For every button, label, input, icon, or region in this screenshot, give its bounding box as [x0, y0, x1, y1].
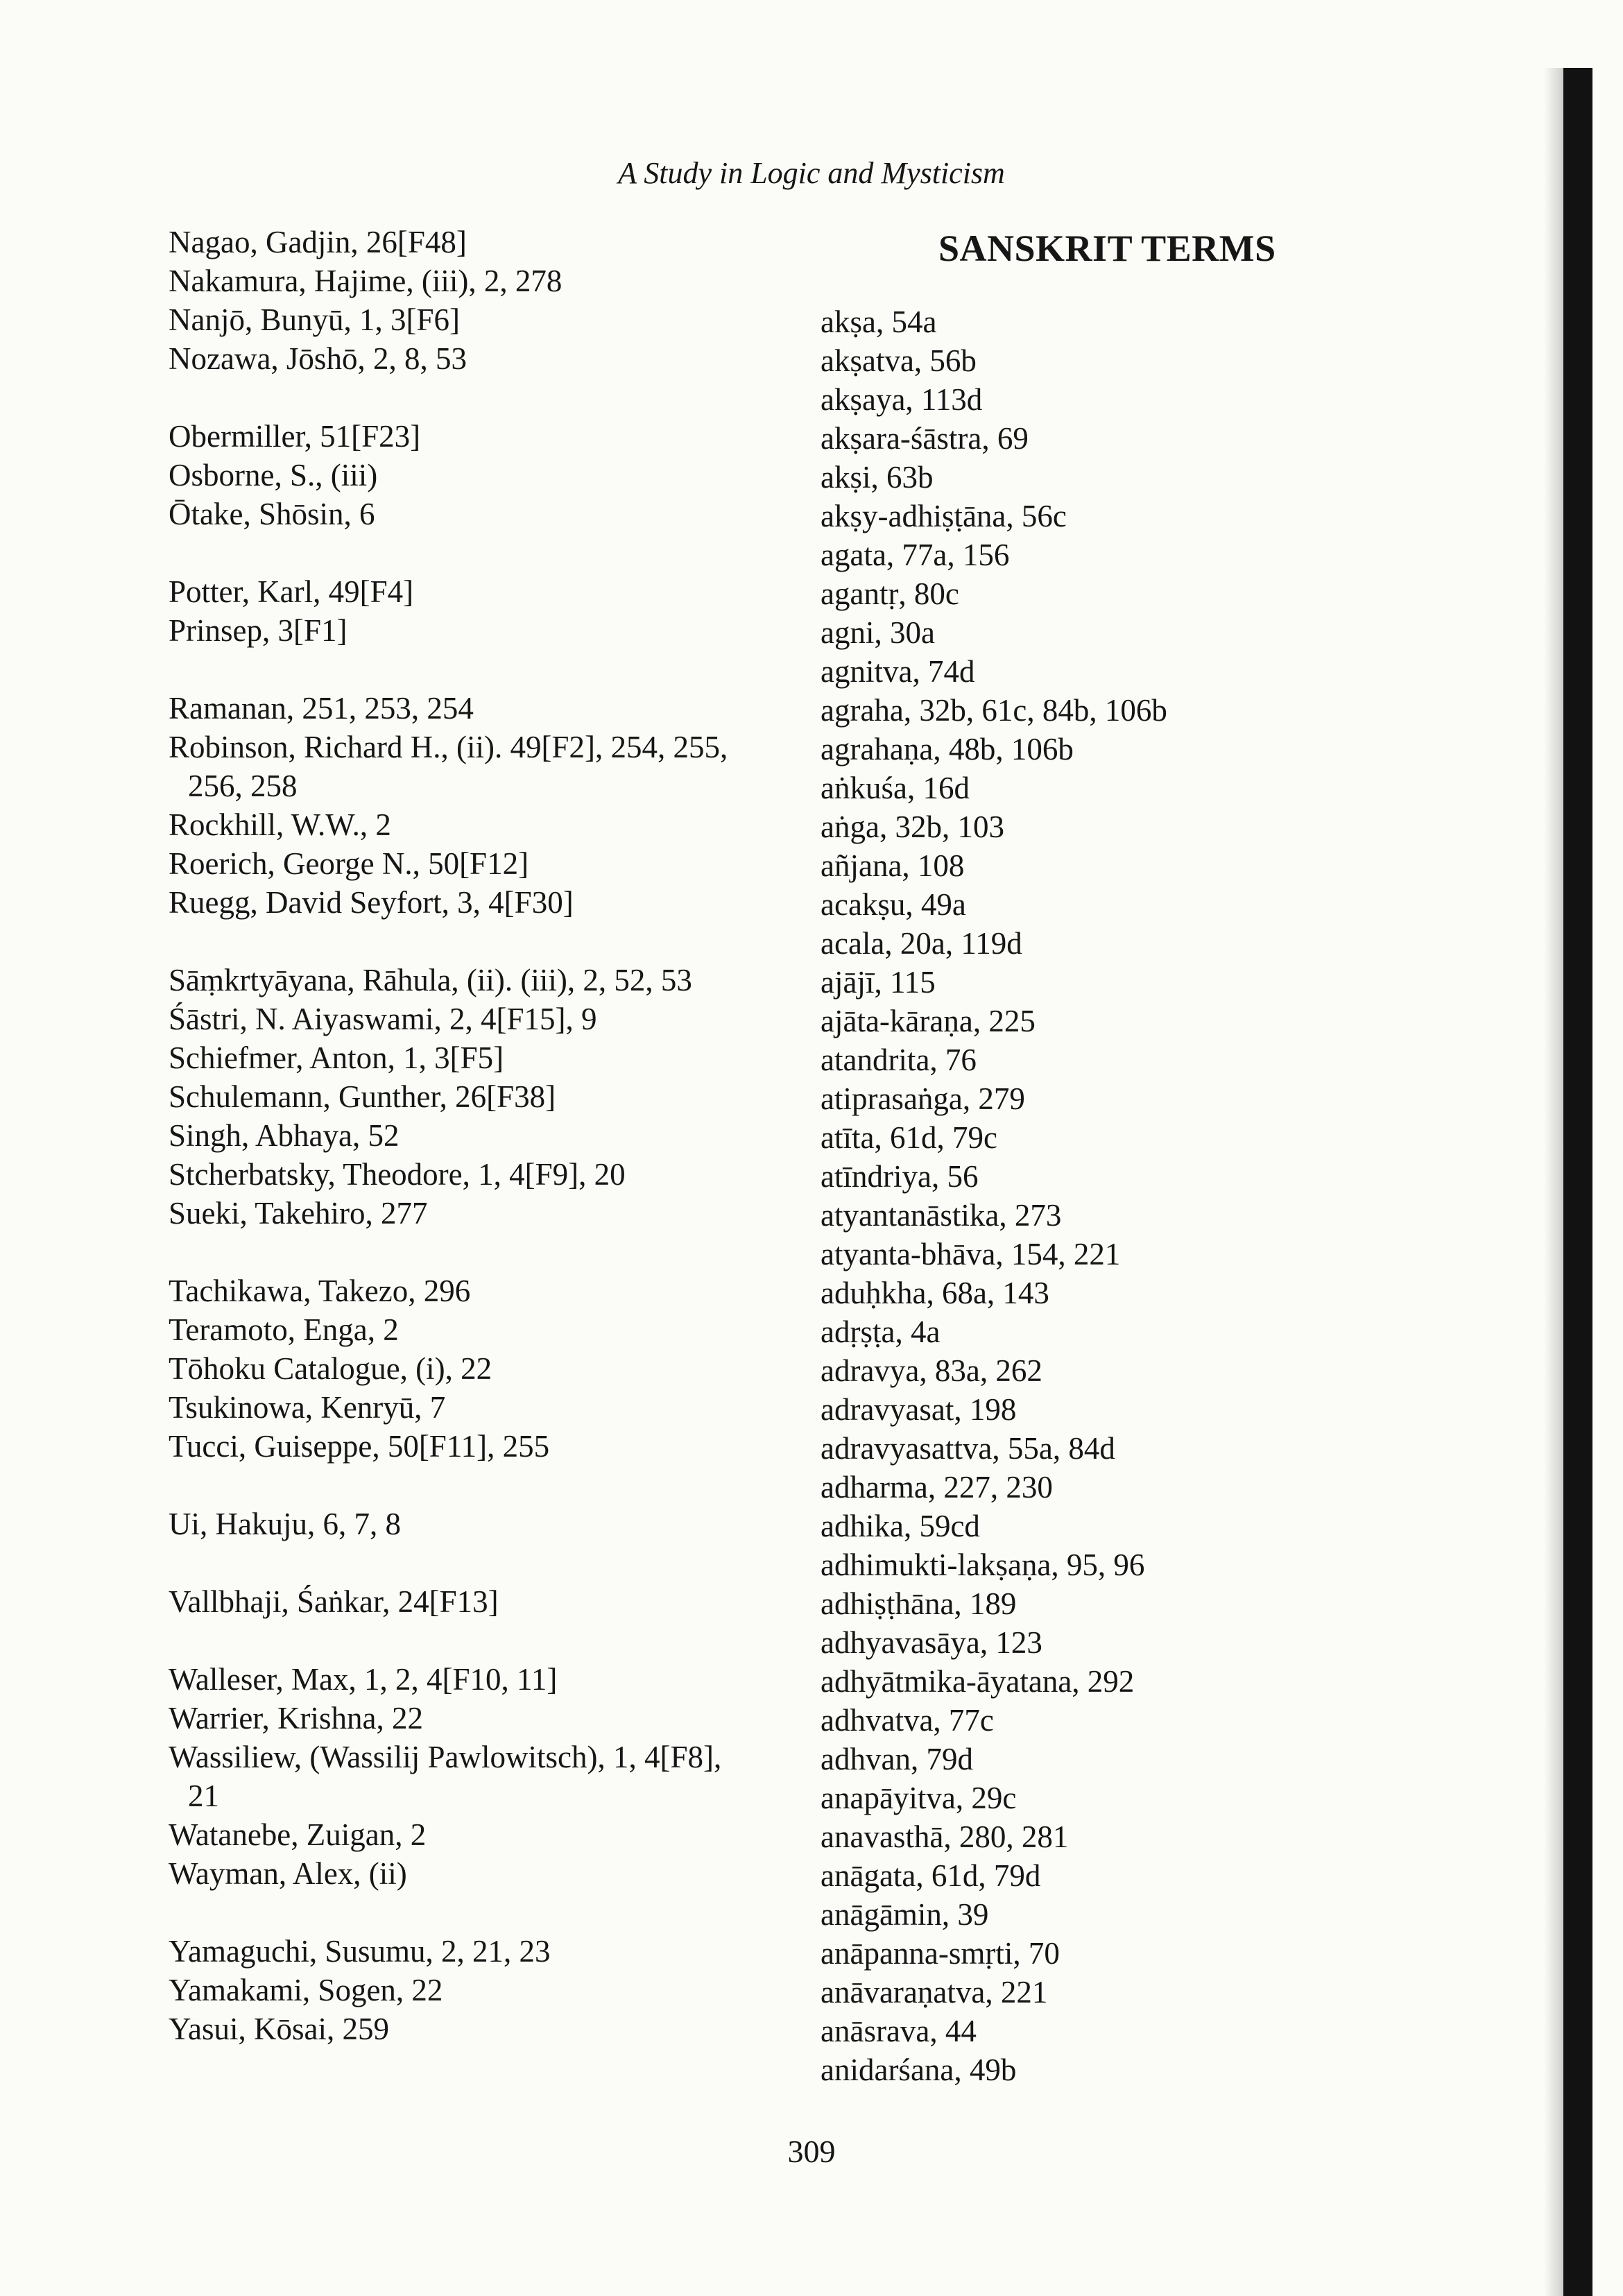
sanskrit-term-entry: adhimukti-lakṣaṇa, 95, 96 [821, 1548, 1145, 1582]
index-entry: Ramanan, 251, 253, 254 [169, 691, 474, 726]
sanskrit-term-entry: aṅkuśa, 16d [821, 771, 970, 805]
sanskrit-term-entry: akṣa, 54a [821, 305, 937, 339]
index-entry: Walleser, Max, 1, 2, 4[F10, 11] [169, 1662, 558, 1697]
index-entry: Stcherbatsky, Theodore, 1, 4[F9], 20 [169, 1157, 626, 1192]
index-entry: Śāstri, N. Aiyaswami, 2, 4[F15], 9 [169, 1002, 597, 1036]
group-spacer [169, 1893, 751, 1932]
sanskrit-term-entry: ajājī, 115 [821, 965, 936, 1000]
sanskrit-term-entry: anidarśana, 49b [821, 2053, 1017, 2087]
sanskrit-term-entry: akṣaya, 113d [821, 382, 983, 417]
group-spacer [169, 1621, 751, 1660]
sanskrit-term-entry: agata, 77a, 156 [821, 538, 1010, 572]
sanskrit-term-entry: atyanta-bhāva, 154, 221 [821, 1237, 1121, 1271]
index-entry: Singh, Abhaya, 52 [169, 1118, 400, 1153]
group-spacer [169, 533, 751, 572]
index-entry: Teramoto, Enga, 2 [169, 1312, 399, 1347]
sanskrit-terms-column [821, 302, 1292, 2089]
sanskrit-term-entry: anavasthā, 280, 281 [821, 1819, 1069, 1854]
index-entry: Robinson, Richard H., (ii). 49[F2], 254, 255, 256, 258 [169, 730, 728, 803]
sanskrit-term-entry: añjana, 108 [821, 848, 965, 883]
sanskrit-term-entry: agraha, 32b, 61c, 84b, 106b [821, 693, 1167, 728]
sanskrit-term-entry: akṣy-adhiṣṭāna, 56c [821, 499, 1067, 533]
sanskrit-term-entry: adravya, 83a, 262 [821, 1353, 1042, 1388]
index-entry: Schiefmer, Anton, 1, 3[F5] [169, 1040, 504, 1075]
sanskrit-term-entry: ajāta-kāraṇa, 225 [821, 1004, 1036, 1038]
sanskrit-term-entry: anāgata, 61d, 79d [821, 1858, 1041, 1893]
index-entry: Ōtake, Shōsin, 6 [169, 497, 375, 531]
index-entry: Yamakami, Sogen, 22 [169, 1973, 443, 2007]
group-spacer [169, 1543, 751, 1582]
sanskrit-term-entry: adhiṣṭhāna, 189 [821, 1586, 1017, 1621]
sanskrit-term-entry: anāsrava, 44 [821, 2014, 977, 2048]
index-entry: Nagao, Gadjin, 26[F48] [169, 225, 467, 259]
sanskrit-term-entry: adhika, 59cd [821, 1509, 980, 1543]
index-entry: Wassiliew, (Wassilij Pawlowitsch), 1, 4[F8], 21 [169, 1740, 722, 1813]
sanskrit-term-entry: agantṛ, 80c [821, 576, 959, 611]
sanskrit-term-entry: adravyasat, 198 [821, 1392, 1017, 1427]
index-entry: Tōhoku Catalogue, (i), 22 [169, 1351, 492, 1386]
sanskrit-term-entry: adhvan, 79d [821, 1742, 973, 1776]
sanskrit-term-entry: akṣatva, 56b [821, 343, 977, 378]
sanskrit-term-entry: atīndriya, 56 [821, 1159, 979, 1194]
group-spacer [169, 1233, 751, 1271]
index-entry: Roerich, George N., 50[F12] [169, 846, 529, 881]
index-entry: Warrier, Krishna, 22 [169, 1701, 423, 1736]
sanskrit-term-entry: acala, 20a, 119d [821, 926, 1022, 961]
sanskrit-term-entry: adṛṣṭa, 4a [821, 1314, 941, 1349]
index-entry: Tucci, Guiseppe, 50[F11], 255 [169, 1429, 550, 1464]
index-entry: Nakamura, Hajime, (iii), 2, 278 [169, 264, 563, 298]
index-entry: Tsukinowa, Kenryū, 7 [169, 1390, 446, 1425]
group-spacer [169, 378, 751, 417]
sanskrit-term-entry: adhyavasāya, 123 [821, 1625, 1042, 1660]
page-binding-shadow [1544, 68, 1563, 2296]
sanskrit-term-entry: agnitva, 74d [821, 654, 975, 689]
sanskrit-term-entry: acakṣu, 49a [821, 887, 966, 922]
index-entry: Potter, Karl, 49[F4] [169, 574, 414, 609]
index-entry: Rockhill, W.W., 2 [169, 807, 391, 842]
group-spacer [169, 922, 751, 961]
sanskrit-term-entry: anāvaraṇatva, 221 [821, 1975, 1048, 2010]
sanskrit-term-entry: adhyātmika-āyatana, 292 [821, 1664, 1135, 1699]
index-entry: Nanjō, Bunyū, 1, 3[F6] [169, 302, 460, 337]
sanskrit-term-entry: anapāyitva, 29c [821, 1781, 1017, 1815]
sanskrit-term-entry: agni, 30a [821, 615, 935, 650]
index-entry: Ruegg, David Seyfort, 3, 4[F30] [169, 885, 574, 920]
index-entry: Tachikawa, Takezo, 296 [169, 1274, 471, 1308]
index-entry: Schulemann, Gunther, 26[F38] [169, 1079, 556, 1114]
section-title: SANSKRIT TERMS [938, 228, 1276, 269]
running-header: A Study in Logic and Mysticism [618, 156, 1005, 190]
index-entry: Watanebe, Zuigan, 2 [169, 1817, 427, 1852]
sanskrit-term-entry: akṣara-śāstra, 69 [821, 421, 1029, 456]
sanskrit-term-entry: adravyasattva, 55a, 84d [821, 1431, 1115, 1466]
sanskrit-term-entry: anāgāmin, 39 [821, 1897, 989, 1932]
sanskrit-term-entry: anāpanna-smṛti, 70 [821, 1936, 1060, 1971]
name-index-column [169, 223, 751, 2048]
index-entry: Vallbhaji, Śaṅkar, 24[F13] [169, 1584, 499, 1619]
index-entry: Osborne, S., (iii) [169, 458, 378, 492]
index-entry: Yamaguchi, Susumu, 2, 21, 23 [169, 1934, 551, 1969]
sanskrit-term-entry: atīta, 61d, 79c [821, 1120, 997, 1155]
sanskrit-term-entry: agrahaṇa, 48b, 106b [821, 732, 1074, 766]
sanskrit-term-entry: aṅga, 32b, 103 [821, 809, 1004, 844]
page-binding-edge [1563, 68, 1592, 2296]
sanskrit-term-entry: atiprasaṅga, 279 [821, 1081, 1025, 1116]
index-entry: Nozawa, Jōshō, 2, 8, 53 [169, 341, 467, 376]
sanskrit-term-entry: adharma, 227, 230 [821, 1470, 1053, 1505]
index-entry: Yasui, Kōsai, 259 [169, 2012, 389, 2046]
index-entry: Wayman, Alex, (ii) [169, 1856, 407, 1891]
index-entry: Ui, Hakuju, 6, 7, 8 [169, 1507, 401, 1541]
index-entry: Prinsep, 3[F1] [169, 613, 347, 648]
index-entry: Obermiller, 51[F23] [169, 419, 421, 454]
sanskrit-term-entry: adhvatva, 77c [821, 1703, 994, 1738]
sanskrit-term-entry: akṣi, 63b [821, 460, 934, 495]
group-spacer [169, 650, 751, 689]
index-entry: Sāṃkrtyāyana, Rāhula, (ii). (iii), 2, 52, 53 [169, 963, 692, 997]
sanskrit-term-entry: atandrita, 76 [821, 1043, 977, 1077]
group-spacer [169, 1466, 751, 1505]
page-number: 309 [787, 2134, 836, 2169]
index-entry: Sueki, Takehiro, 277 [169, 1196, 428, 1231]
sanskrit-term-entry: aduḥkha, 68a, 143 [821, 1276, 1049, 1310]
sanskrit-term-entry: atyantanāstika, 273 [821, 1198, 1062, 1233]
